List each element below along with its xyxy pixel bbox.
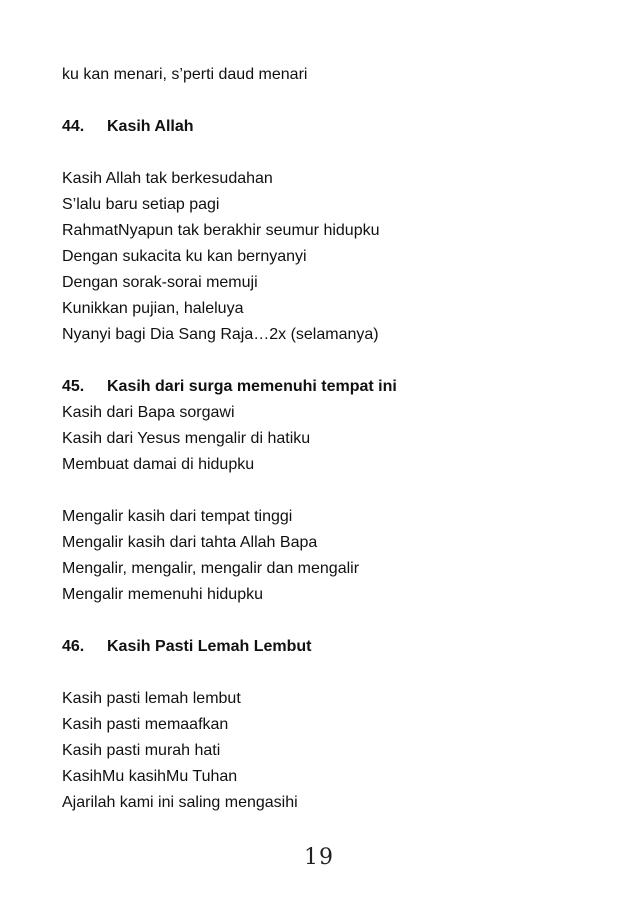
lyric-line: Mengalir kasih dari tahta Allah Bapa (62, 534, 318, 551)
lyric-line: Kunikkan pujian, haleluya (62, 300, 244, 317)
spacer (62, 140, 602, 166)
lyric-line: Ajarilah kami ini saling mengasihi (62, 794, 298, 811)
lyric-line: RahmatNyapun tak berakhir seumur hidupku (62, 222, 380, 239)
spacer (62, 478, 602, 504)
spacer (62, 88, 602, 114)
song-title: Kasih Allah (107, 118, 194, 135)
lyric-line: Kasih dari Bapa sorgawi (62, 404, 235, 421)
lyric-line: Dengan sorak-sorai memuji (62, 274, 258, 291)
spacer (62, 608, 602, 634)
lyric-line: Dengan sukacita ku kan bernyanyi (62, 248, 307, 265)
lyric-line: Kasih pasti memaafkan (62, 716, 229, 733)
song-title: Kasih dari surga memenuhi tempat ini (107, 378, 397, 395)
song-number: 44. (62, 118, 85, 135)
intro-line: ku kan menari, s’perti daud menari (62, 66, 308, 83)
spacer (62, 660, 602, 686)
song-heading-45 (62, 374, 602, 400)
song-title: Kasih Pasti Lemah Lembut (107, 638, 312, 655)
lyric-line: Mengalir memenuhi hidupku (62, 586, 263, 603)
lyric-line: Kasih pasti murah hati (62, 742, 221, 759)
song-heading-46 (62, 634, 602, 660)
lyric-line: Mengalir, mengalir, mengalir dan mengalir (62, 560, 360, 577)
lyric-line: KasihMu kasihMu Tuhan (62, 768, 238, 785)
lyric-line: Kasih Allah tak berkesudahan (62, 170, 273, 187)
song-number: 46. (62, 638, 85, 655)
page-number: 19 (304, 845, 334, 870)
lyric-line: S’lalu baru setiap pagi (62, 196, 220, 213)
spacer (62, 348, 602, 374)
lyric-line: Nyanyi bagi Dia Sang Raja…2x (selamanya) (62, 326, 379, 343)
lyric-line: Mengalir kasih dari tempat tinggi (62, 508, 293, 525)
lyrics-page (62, 62, 602, 816)
lyric-line: Kasih pasti lemah lembut (62, 690, 241, 707)
song-number: 45. (62, 378, 85, 395)
song-heading-44 (62, 114, 602, 140)
lyric-line: Kasih dari Yesus mengalir di hatiku (62, 430, 311, 447)
lyric-line: Membuat damai di hidupku (62, 456, 255, 473)
